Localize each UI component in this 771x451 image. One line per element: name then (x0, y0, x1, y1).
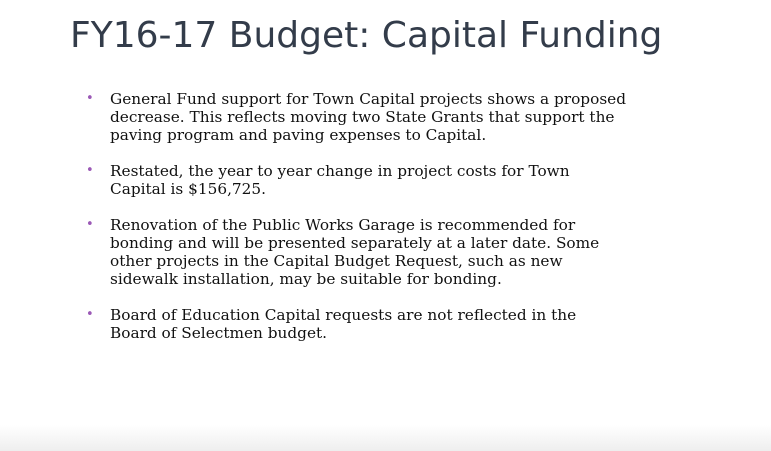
bullet-item (86, 306, 626, 342)
bullet-text: General Fund support for Town Capital projects shows a proposed decrease. This reflects moving two State Grants that support the paving program and paving expenses to Capital. (110, 90, 627, 144)
slide-title: FY16-17 Budget: Capital Funding (70, 15, 663, 56)
bullet-item (86, 162, 626, 198)
bullet-text: Restated, the year to year change in project costs for Town Capital is $156,725. (110, 162, 570, 198)
bullet-dot-icon: • (86, 91, 94, 106)
bullet-dot-icon: • (86, 163, 94, 178)
bullet-text: Board of Education Capital requests are not reflected in the Board of Selectmen budget. (110, 306, 577, 342)
bullet-list (86, 90, 626, 360)
bullet-item (86, 90, 626, 144)
bullet-text: Renovation of the Public Works Garage is recommended for bonding and will be presented separately at a later date. Some other projects in the Capital Budget Request, such as new sidewalk installation, may be suitable for bonding. (110, 216, 600, 288)
bottom-shadow (0, 425, 771, 451)
bullet-dot-icon: • (86, 307, 94, 322)
bullet-dot-icon: • (86, 217, 94, 232)
bullet-item (86, 216, 626, 288)
